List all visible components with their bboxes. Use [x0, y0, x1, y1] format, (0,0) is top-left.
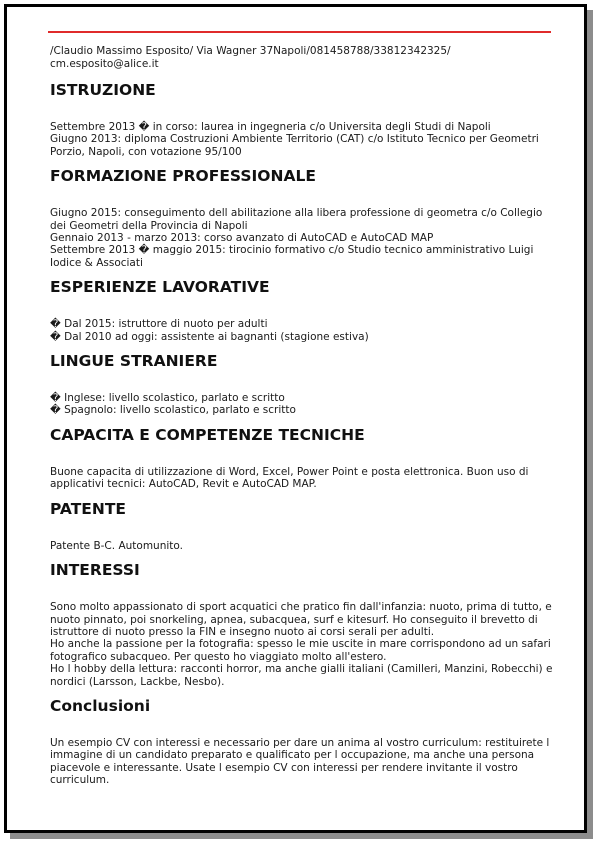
section-lingue	[50, 352, 555, 417]
section-title: Conclusioni	[50, 696, 151, 715]
section-interessi	[50, 561, 555, 688]
text-line: Sono molto appassionato di sport acquatici che pratico fin dall'infanzia: nuoto, prima di tutto, e nuoto pinnato, poi snorkeling, apnea, subacquea, surf e kitesurf. Ho conseguito il brevetto di istruttore di nuoto presso la FIN e insegno nuoto ai corsi serali per adulti.	[50, 601, 552, 638]
section-title: ISTRUZIONE	[50, 81, 156, 99]
list-item: � Dal 2010 ad oggi: assistente ai bagnanti (stagione estiva)	[50, 330, 369, 343]
text-line: Ho anche la passione per la fotografia: spesso le mie uscite in mare corrispondono ad un safari fotografico subacqueo. Per questo ho viaggiato molto all'estero.	[50, 638, 551, 663]
section-patente	[50, 500, 555, 552]
text-line: Giugno 2015: conseguimento dell abilitazione alla libera professione di geometra c/o Collegio dei Geometri della Provincia di Napoli	[50, 207, 543, 232]
section-body	[50, 207, 555, 269]
text-line: Patente B-C. Automunito.	[50, 539, 183, 552]
section-body	[50, 737, 555, 787]
text-line: Settembre 2013 � in corso: laurea in ingegneria c/o Universita degli Studi di Napoli	[50, 121, 491, 133]
text-line: Buone capacita di utilizzazione di Word, Excel, Power Point e posta elettronica. Buon uso di applicativi tecnici: AutoCAD, Revit e AutoCAD MAP.	[50, 465, 529, 491]
section-competenze	[50, 426, 555, 491]
list-item: � Spagnolo: livello scolastico, parlato e scritto	[50, 404, 296, 417]
section-esperienze	[50, 278, 555, 343]
contact-info: /Claudio Massimo Esposito/ Via Wagner 37Napoli/081458788/33812342325/ cm.esposito@alice.it	[50, 45, 451, 70]
section-body	[50, 121, 555, 158]
section-title: PATENTE	[50, 499, 127, 518]
text-line: Ho l hobby della lettura: racconti horror, ma anche gialli italiani (Camilleri, Manzini, Robecchi) e nordici (Larsson, Lackbe, Nesbo).	[50, 663, 553, 688]
text-line: Giugno 2013: diploma Costruzioni Ambiente Territorio (CAT) c/o Istituto Tecnico per Geometri Porzio, Napoli, con votazione 95/100	[50, 133, 539, 158]
list-item: � Dal 2015: istruttore di nuoto per adulti	[50, 318, 268, 331]
section-conclusioni	[50, 697, 555, 787]
section-istruzione	[50, 81, 555, 158]
section-title: INTERESSI	[50, 561, 140, 580]
section-body	[50, 601, 555, 688]
section-body	[50, 392, 555, 417]
section-body	[50, 466, 555, 491]
section-title: FORMAZIONE PROFESSIONALE	[50, 167, 316, 186]
text-line: Un esempio CV con interessi e necessario per dare un anima al vostro curriculum: restituirete l immagine di un candidato preparato e qualificato per l occupazione, ma anche una persona piacevole e interessante. Usate l esempio CV con interessi per rendere invitante il vostro curriculum.	[50, 736, 550, 787]
header-accent-line	[48, 31, 551, 33]
section-title: CAPACITA E COMPETENZE TECNICHE	[50, 425, 365, 444]
section-body	[50, 540, 555, 552]
section-title: ESPERIENZE LAVORATIVE	[50, 278, 270, 297]
section-title: LINGUE STRANIERE	[50, 352, 218, 371]
section-formazione	[50, 167, 555, 269]
cv-content	[50, 45, 555, 796]
text-line: Settembre 2013 � maggio 2015: tirocinio formativo c/o Studio tecnico amministrativo Luigi Iodice & Associati	[50, 244, 534, 269]
list-item: � Inglese: livello scolastico, parlato e scritto	[50, 392, 285, 405]
text-line: Gennaio 2013 - marzo 2013: corso avanzato di AutoCAD e AutoCAD MAP	[50, 232, 434, 245]
section-body	[50, 318, 555, 343]
